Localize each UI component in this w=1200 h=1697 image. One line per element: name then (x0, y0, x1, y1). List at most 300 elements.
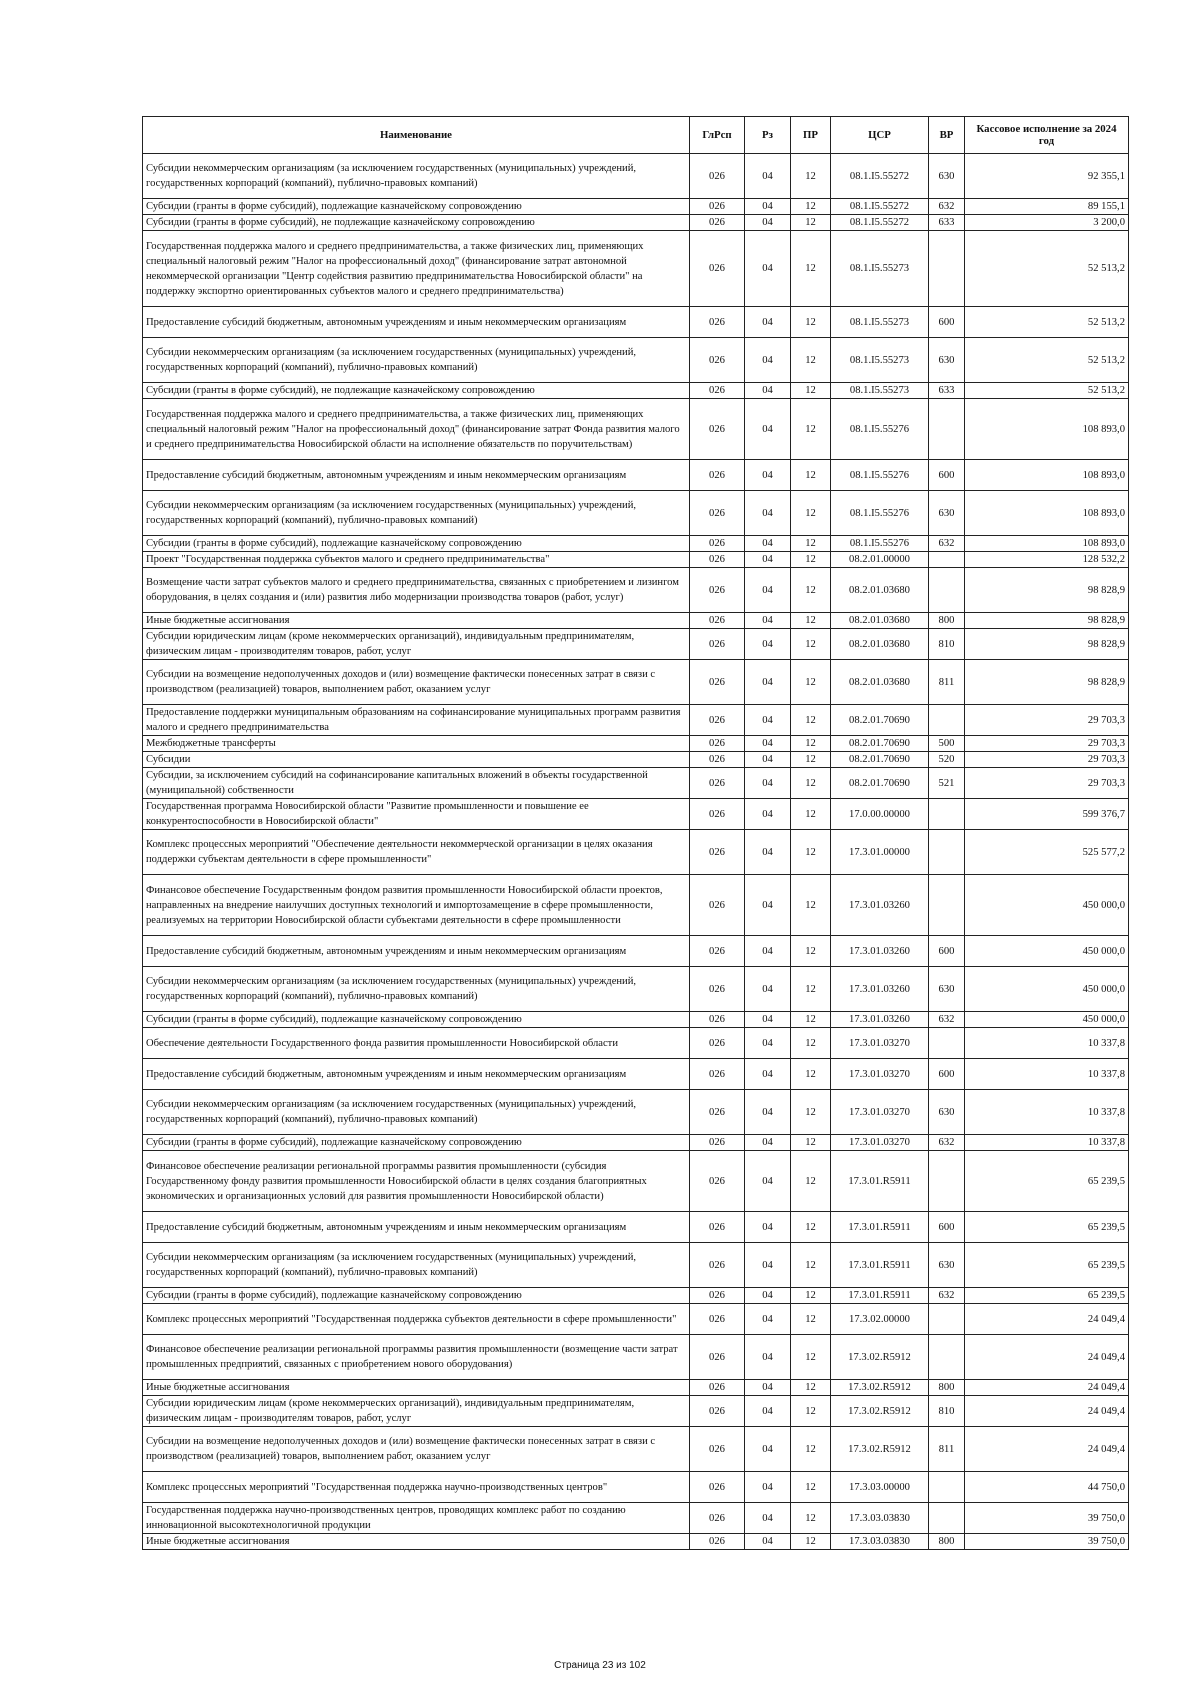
row-csr-cell: 17.0.00.00000 (831, 799, 929, 830)
budget-table (142, 116, 1129, 1550)
row-csr-cell: 17.3.03.03830 (831, 1534, 929, 1550)
row-glrsp-cell: 026 (690, 1534, 745, 1550)
row-glrsp-cell: 026 (690, 338, 745, 383)
row-name-cell: Субсидии (143, 752, 690, 768)
row-rz-cell: 04 (745, 1534, 791, 1550)
row-pr-cell: 12 (791, 1243, 831, 1288)
row-vr-cell (929, 1503, 965, 1534)
table-row (143, 660, 1129, 705)
table-row (143, 1304, 1129, 1335)
table-row (143, 705, 1129, 736)
row-vr-cell: 632 (929, 1135, 965, 1151)
table-row (143, 1503, 1129, 1534)
row-vr-cell (929, 1151, 965, 1212)
row-vr-cell (929, 1028, 965, 1059)
row-name-cell: Комплекс процессных мероприятий "Государственная поддержка субъектов деятельности в сфере промышленности" (143, 1304, 690, 1335)
row-glrsp-cell: 026 (690, 231, 745, 307)
row-name-cell: Проект "Государственная поддержка субъектов малого и среднего предпринимательства" (143, 552, 690, 568)
row-csr-cell: 08.1.I5.55272 (831, 199, 929, 215)
row-vr-cell: 500 (929, 736, 965, 752)
row-glrsp-cell: 026 (690, 1396, 745, 1427)
row-vr-cell (929, 799, 965, 830)
row-glrsp-cell: 026 (690, 1288, 745, 1304)
row-csr-cell: 17.3.01.03260 (831, 875, 929, 936)
row-rz-cell: 04 (745, 1028, 791, 1059)
row-glrsp-cell: 026 (690, 1028, 745, 1059)
row-amount-cell: 29 703,3 (965, 736, 1129, 752)
table-row (143, 752, 1129, 768)
row-amount-cell: 92 355,1 (965, 154, 1129, 199)
row-name-cell: Возмещение части затрат субъектов малого и среднего предпринимательства, связанных с приобретением и лизингом оборудования, в целях создания и (или) развития либо модернизации производства товаров (работ, услуг) (143, 568, 690, 613)
row-name-cell: Комплекс процессных мероприятий "Обеспечение деятельности некоммерческой организации в целях оказания поддержки субъектам деятельности в сфере промышленности" (143, 830, 690, 875)
row-name-cell: Финансовое обеспечение Государственным фондом развития промышленности Новосибирской области проектов, направленных на внедрение наилучших доступных технологий и импортозамещение в сфере промышленности, реализуемых на территории Новосибирской области субъектами деятельности в сфере промышленности (143, 875, 690, 936)
row-name-cell: Субсидии на возмещение недополученных доходов и (или) возмещение фактически понесенных затрат в связи с производством (реализацией) товаров, выполнением работ, оказанием услуг (143, 660, 690, 705)
row-glrsp-cell: 026 (690, 215, 745, 231)
row-name-cell: Иные бюджетные ассигнования (143, 1380, 690, 1396)
row-glrsp-cell: 026 (690, 552, 745, 568)
row-pr-cell: 12 (791, 1534, 831, 1550)
row-pr-cell: 12 (791, 1090, 831, 1135)
row-glrsp-cell: 026 (690, 491, 745, 536)
row-amount-cell: 24 049,4 (965, 1304, 1129, 1335)
row-rz-cell: 04 (745, 338, 791, 383)
row-rz-cell: 04 (745, 1503, 791, 1534)
row-pr-cell: 12 (791, 1135, 831, 1151)
row-name-cell: Государственная программа Новосибирской области "Развитие промышленности и повышение ее конкурентоспособности в Новосибирской области" (143, 799, 690, 830)
row-rz-cell: 04 (745, 736, 791, 752)
row-amount-cell: 24 049,4 (965, 1335, 1129, 1380)
row-amount-cell: 599 376,7 (965, 799, 1129, 830)
row-glrsp-cell: 026 (690, 154, 745, 199)
row-amount-cell: 98 828,9 (965, 613, 1129, 629)
row-rz-cell: 04 (745, 491, 791, 536)
table-row (143, 215, 1129, 231)
row-csr-cell: 17.3.01.R5911 (831, 1243, 929, 1288)
row-amount-cell: 65 239,5 (965, 1243, 1129, 1288)
row-vr-cell: 630 (929, 1243, 965, 1288)
row-amount-cell: 10 337,8 (965, 1135, 1129, 1151)
table-row (143, 736, 1129, 752)
row-csr-cell: 08.2.01.03680 (831, 660, 929, 705)
row-csr-cell: 17.3.01.R5911 (831, 1151, 929, 1212)
row-vr-cell: 632 (929, 1288, 965, 1304)
row-rz-cell: 04 (745, 460, 791, 491)
row-amount-cell: 108 893,0 (965, 460, 1129, 491)
table-row (143, 399, 1129, 460)
row-rz-cell: 04 (745, 1059, 791, 1090)
table-row (143, 568, 1129, 613)
row-glrsp-cell: 026 (690, 1012, 745, 1028)
row-glrsp-cell: 026 (690, 830, 745, 875)
row-vr-cell: 810 (929, 629, 965, 660)
row-pr-cell: 12 (791, 830, 831, 875)
row-amount-cell: 52 513,2 (965, 383, 1129, 399)
row-vr-cell: 811 (929, 660, 965, 705)
row-vr-cell: 800 (929, 1380, 965, 1396)
row-amount-cell: 98 828,9 (965, 660, 1129, 705)
row-rz-cell: 04 (745, 383, 791, 399)
row-name-cell: Субсидии на возмещение недополученных доходов и (или) возмещение фактически понесенных затрат в связи с производством (реализацией) товаров, выполнением работ, оказанием услуг (143, 1427, 690, 1472)
table-header-row (143, 117, 1129, 154)
table-row (143, 231, 1129, 307)
row-csr-cell: 08.2.01.03680 (831, 613, 929, 629)
row-glrsp-cell: 026 (690, 768, 745, 799)
table-body (143, 154, 1129, 1550)
row-csr-cell: 08.2.01.70690 (831, 736, 929, 752)
table-row (143, 1380, 1129, 1396)
row-csr-cell: 08.1.I5.55276 (831, 491, 929, 536)
row-pr-cell: 12 (791, 660, 831, 705)
row-name-cell: Субсидии некоммерческим организациям (за исключением государственных (муниципальных) учреждений, государственных корпораций (компаний), публично-правовых компаний) (143, 1243, 690, 1288)
row-glrsp-cell: 026 (690, 936, 745, 967)
row-amount-cell: 10 337,8 (965, 1028, 1129, 1059)
table-row (143, 338, 1129, 383)
row-csr-cell: 17.3.01.03260 (831, 936, 929, 967)
row-glrsp-cell: 026 (690, 1335, 745, 1380)
row-rz-cell: 04 (745, 399, 791, 460)
row-rz-cell: 04 (745, 936, 791, 967)
row-vr-cell: 800 (929, 613, 965, 629)
row-glrsp-cell: 026 (690, 460, 745, 491)
row-glrsp-cell: 026 (690, 1304, 745, 1335)
row-glrsp-cell: 026 (690, 1503, 745, 1534)
row-glrsp-cell: 026 (690, 1151, 745, 1212)
row-csr-cell: 08.2.01.70690 (831, 705, 929, 736)
row-vr-cell: 520 (929, 752, 965, 768)
row-pr-cell: 12 (791, 491, 831, 536)
row-pr-cell: 12 (791, 1059, 831, 1090)
row-name-cell: Финансовое обеспечение реализации региональной программы развития промышленности (возмещение части затрат промышленных предприятий, связанных с приобретением нового оборудования) (143, 1335, 690, 1380)
row-rz-cell: 04 (745, 1396, 791, 1427)
row-glrsp-cell: 026 (690, 199, 745, 215)
row-amount-cell: 29 703,3 (965, 768, 1129, 799)
table-row (143, 799, 1129, 830)
row-rz-cell: 04 (745, 1243, 791, 1288)
row-pr-cell: 12 (791, 799, 831, 830)
table-row (143, 768, 1129, 799)
table-row (143, 967, 1129, 1012)
row-pr-cell: 12 (791, 536, 831, 552)
row-glrsp-cell: 026 (690, 967, 745, 1012)
row-rz-cell: 04 (745, 1151, 791, 1212)
row-amount-cell: 52 513,2 (965, 231, 1129, 307)
row-glrsp-cell: 026 (690, 1472, 745, 1503)
row-vr-cell: 600 (929, 936, 965, 967)
row-name-cell: Субсидии, за исключением субсидий на софинансирование капитальных вложений в объекты государственной (муниципальной) собственности (143, 768, 690, 799)
row-vr-cell: 633 (929, 215, 965, 231)
row-pr-cell: 12 (791, 1335, 831, 1380)
row-vr-cell: 630 (929, 1090, 965, 1135)
table-row (143, 1090, 1129, 1135)
row-csr-cell: 08.2.01.70690 (831, 768, 929, 799)
row-glrsp-cell: 026 (690, 307, 745, 338)
row-csr-cell: 08.1.I5.55273 (831, 231, 929, 307)
row-glrsp-cell: 026 (690, 383, 745, 399)
row-csr-cell: 17.3.01.03270 (831, 1090, 929, 1135)
row-rz-cell: 04 (745, 967, 791, 1012)
row-csr-cell: 08.2.01.70690 (831, 752, 929, 768)
row-glrsp-cell: 026 (690, 1380, 745, 1396)
row-amount-cell: 24 049,4 (965, 1380, 1129, 1396)
row-glrsp-cell: 026 (690, 1243, 745, 1288)
row-name-cell: Предоставление субсидий бюджетным, автономным учреждениям и иным некоммерческим организациям (143, 936, 690, 967)
row-name-cell: Субсидии некоммерческим организациям (за исключением государственных (муниципальных) учреждений, государственных корпораций (компаний), публично-правовых компаний) (143, 967, 690, 1012)
row-pr-cell: 12 (791, 1151, 831, 1212)
row-pr-cell: 12 (791, 552, 831, 568)
row-rz-cell: 04 (745, 1380, 791, 1396)
table-row (143, 1396, 1129, 1427)
row-csr-cell: 08.1.I5.55272 (831, 154, 929, 199)
row-csr-cell: 08.1.I5.55276 (831, 399, 929, 460)
row-name-cell: Субсидии (гранты в форме субсидий), не подлежащие казначейскому сопровождению (143, 215, 690, 231)
table-row (143, 1059, 1129, 1090)
row-pr-cell: 12 (791, 768, 831, 799)
row-vr-cell: 632 (929, 199, 965, 215)
table-row (143, 613, 1129, 629)
row-vr-cell (929, 1304, 965, 1335)
row-rz-cell: 04 (745, 799, 791, 830)
row-glrsp-cell: 026 (690, 399, 745, 460)
table-row (143, 1427, 1129, 1472)
row-glrsp-cell: 026 (690, 1212, 745, 1243)
row-name-cell: Субсидии (гранты в форме субсидий), подлежащие казначейскому сопровождению (143, 1135, 690, 1151)
row-vr-cell: 600 (929, 1212, 965, 1243)
table-row (143, 199, 1129, 215)
row-rz-cell: 04 (745, 629, 791, 660)
row-csr-cell: 17.3.02.R5912 (831, 1335, 929, 1380)
row-vr-cell: 521 (929, 768, 965, 799)
row-pr-cell: 12 (791, 1503, 831, 1534)
row-csr-cell: 08.2.01.03680 (831, 629, 929, 660)
header-glrsp: ГлРсп (690, 117, 745, 154)
row-amount-cell: 65 239,5 (965, 1288, 1129, 1304)
table-row (143, 383, 1129, 399)
row-pr-cell: 12 (791, 154, 831, 199)
row-pr-cell: 12 (791, 1380, 831, 1396)
row-name-cell: Субсидии некоммерческим организациям (за исключением государственных (муниципальных) учреждений, государственных корпораций (компаний), публично-правовых компаний) (143, 1090, 690, 1135)
table-row (143, 1212, 1129, 1243)
row-vr-cell: 633 (929, 383, 965, 399)
row-rz-cell: 04 (745, 154, 791, 199)
row-csr-cell: 17.3.01.03270 (831, 1059, 929, 1090)
row-csr-cell: 17.3.01.03270 (831, 1028, 929, 1059)
row-name-cell: Комплекс процессных мероприятий "Государственная поддержка научно-производственных центров" (143, 1472, 690, 1503)
row-vr-cell: 632 (929, 536, 965, 552)
row-csr-cell: 08.1.I5.55276 (831, 536, 929, 552)
header-amount: Кассовое исполнение за 2024 год (965, 117, 1129, 154)
row-pr-cell: 12 (791, 875, 831, 936)
row-rz-cell: 04 (745, 705, 791, 736)
row-name-cell: Субсидии некоммерческим организациям (за исключением государственных (муниципальных) учреждений, государственных корпораций (компаний), публично-правовых компаний) (143, 491, 690, 536)
row-vr-cell: 630 (929, 338, 965, 383)
table-row (143, 1534, 1129, 1550)
row-vr-cell: 800 (929, 1534, 965, 1550)
row-rz-cell: 04 (745, 1335, 791, 1380)
row-vr-cell: 811 (929, 1427, 965, 1472)
row-pr-cell: 12 (791, 936, 831, 967)
row-pr-cell: 12 (791, 1427, 831, 1472)
row-pr-cell: 12 (791, 613, 831, 629)
row-vr-cell: 630 (929, 491, 965, 536)
row-csr-cell: 17.3.01.R5911 (831, 1212, 929, 1243)
row-amount-cell: 450 000,0 (965, 875, 1129, 936)
table-row (143, 1335, 1129, 1380)
header-rz: Рз (745, 117, 791, 154)
table-row (143, 1151, 1129, 1212)
row-amount-cell: 29 703,3 (965, 752, 1129, 768)
row-name-cell: Иные бюджетные ассигнования (143, 613, 690, 629)
row-rz-cell: 04 (745, 1304, 791, 1335)
table-row (143, 307, 1129, 338)
row-name-cell: Предоставление субсидий бюджетным, автономным учреждениям и иным некоммерческим организациям (143, 460, 690, 491)
row-csr-cell: 17.3.03.03830 (831, 1503, 929, 1534)
row-glrsp-cell: 026 (690, 1059, 745, 1090)
table-row (143, 936, 1129, 967)
row-rz-cell: 04 (745, 1135, 791, 1151)
row-pr-cell: 12 (791, 215, 831, 231)
row-pr-cell: 12 (791, 399, 831, 460)
row-csr-cell: 17.3.02.R5912 (831, 1396, 929, 1427)
row-vr-cell (929, 830, 965, 875)
row-pr-cell: 12 (791, 1012, 831, 1028)
row-vr-cell (929, 705, 965, 736)
row-name-cell: Предоставление субсидий бюджетным, автономным учреждениям и иным некоммерческим организациям (143, 1059, 690, 1090)
row-vr-cell: 630 (929, 154, 965, 199)
budget-table-sheet (142, 116, 1128, 1550)
row-csr-cell: 08.1.I5.55273 (831, 307, 929, 338)
row-name-cell: Обеспечение деятельности Государственного фонда развития промышленности Новосибирской области (143, 1028, 690, 1059)
row-name-cell: Субсидии (гранты в форме субсидий), подлежащие казначейскому сопровождению (143, 199, 690, 215)
row-pr-cell: 12 (791, 1212, 831, 1243)
row-csr-cell: 17.3.02.R5912 (831, 1427, 929, 1472)
row-amount-cell: 44 750,0 (965, 1472, 1129, 1503)
row-pr-cell: 12 (791, 1304, 831, 1335)
table-row (143, 1243, 1129, 1288)
row-name-cell: Предоставление субсидий бюджетным, автономным учреждениям и иным некоммерческим организациям (143, 1212, 690, 1243)
row-pr-cell: 12 (791, 383, 831, 399)
row-amount-cell: 450 000,0 (965, 1012, 1129, 1028)
row-name-cell: Субсидии (гранты в форме субсидий), подлежащие казначейскому сопровождению (143, 1288, 690, 1304)
row-csr-cell: 17.3.01.00000 (831, 830, 929, 875)
row-glrsp-cell: 026 (690, 752, 745, 768)
row-vr-cell: 630 (929, 967, 965, 1012)
row-glrsp-cell: 026 (690, 660, 745, 705)
row-vr-cell (929, 231, 965, 307)
row-pr-cell: 12 (791, 460, 831, 491)
row-amount-cell: 29 703,3 (965, 705, 1129, 736)
row-amount-cell: 52 513,2 (965, 338, 1129, 383)
row-name-cell: Субсидии юридическим лицам (кроме некоммерческих организаций), индивидуальным предпринимателям, физическим лицам - производителям товаров, работ, услуг (143, 1396, 690, 1427)
table-row (143, 1028, 1129, 1059)
row-amount-cell: 108 893,0 (965, 536, 1129, 552)
row-rz-cell: 04 (745, 660, 791, 705)
row-amount-cell: 108 893,0 (965, 399, 1129, 460)
row-amount-cell: 65 239,5 (965, 1151, 1129, 1212)
row-amount-cell: 65 239,5 (965, 1212, 1129, 1243)
row-name-cell: Финансовое обеспечение реализации региональной программы развития промышленности (субсидия Государственному фонду развития промышленности Новосибирской области в целях создания благоприятных экономических и организационных условий для развития промышленности Новосибирской области) (143, 1151, 690, 1212)
row-name-cell: Предоставление субсидий бюджетным, автономным учреждениям и иным некоммерческим организациям (143, 307, 690, 338)
row-name-cell: Субсидии некоммерческим организациям (за исключением государственных (муниципальных) учреждений, государственных корпораций (компаний), публично-правовых компаний) (143, 338, 690, 383)
row-glrsp-cell: 026 (690, 536, 745, 552)
row-csr-cell: 17.3.03.00000 (831, 1472, 929, 1503)
row-rz-cell: 04 (745, 1288, 791, 1304)
row-vr-cell (929, 568, 965, 613)
row-pr-cell: 12 (791, 199, 831, 215)
table-row (143, 1012, 1129, 1028)
table-row (143, 1135, 1129, 1151)
row-rz-cell: 04 (745, 1090, 791, 1135)
table-row (143, 491, 1129, 536)
row-rz-cell: 04 (745, 199, 791, 215)
header-name: Наименование (143, 117, 690, 154)
row-vr-cell (929, 399, 965, 460)
table-row (143, 875, 1129, 936)
row-vr-cell: 632 (929, 1012, 965, 1028)
row-vr-cell (929, 1472, 965, 1503)
row-csr-cell: 08.2.01.00000 (831, 552, 929, 568)
row-csr-cell: 17.3.01.03270 (831, 1135, 929, 1151)
row-amount-cell: 52 513,2 (965, 307, 1129, 338)
table-row (143, 1472, 1129, 1503)
table-row (143, 1288, 1129, 1304)
row-csr-cell: 17.3.01.03260 (831, 1012, 929, 1028)
row-vr-cell: 600 (929, 307, 965, 338)
row-rz-cell: 04 (745, 307, 791, 338)
row-rz-cell: 04 (745, 752, 791, 768)
row-rz-cell: 04 (745, 613, 791, 629)
row-csr-cell: 08.1.I5.55273 (831, 383, 929, 399)
row-csr-cell: 08.1.I5.55273 (831, 338, 929, 383)
header-pr: ПР (791, 117, 831, 154)
row-rz-cell: 04 (745, 1472, 791, 1503)
table-row (143, 154, 1129, 199)
row-glrsp-cell: 026 (690, 629, 745, 660)
row-rz-cell: 04 (745, 1212, 791, 1243)
row-pr-cell: 12 (791, 338, 831, 383)
row-csr-cell: 17.3.01.03260 (831, 967, 929, 1012)
row-vr-cell: 600 (929, 1059, 965, 1090)
row-glrsp-cell: 026 (690, 736, 745, 752)
table-row (143, 830, 1129, 875)
row-amount-cell: 24 049,4 (965, 1427, 1129, 1472)
row-name-cell: Государственная поддержка малого и среднего предпринимательства, а также физических лиц, применяющих специальный налоговый режим "Налог на профессиональный доход" (финансирование затрат Фонда развития малого и среднего предпринимательства Новосибирской области на исполнение обязательств по поручительствам) (143, 399, 690, 460)
row-pr-cell: 12 (791, 1288, 831, 1304)
row-rz-cell: 04 (745, 1427, 791, 1472)
row-amount-cell: 24 049,4 (965, 1396, 1129, 1427)
row-vr-cell: 810 (929, 1396, 965, 1427)
row-amount-cell: 3 200,0 (965, 215, 1129, 231)
row-name-cell: Субсидии (гранты в форме субсидий), подлежащие казначейскому сопровождению (143, 536, 690, 552)
row-csr-cell: 08.1.I5.55272 (831, 215, 929, 231)
row-glrsp-cell: 026 (690, 1090, 745, 1135)
row-csr-cell: 08.1.I5.55276 (831, 460, 929, 491)
row-glrsp-cell: 026 (690, 799, 745, 830)
page-number: Страница 23 из 102 (554, 1660, 646, 1671)
row-glrsp-cell: 026 (690, 875, 745, 936)
row-name-cell: Государственная поддержка научно-производственных центров, проводящих комплекс работ по созданию инновационной высокотехнологичной продукции (143, 1503, 690, 1534)
row-csr-cell: 17.3.02.R5912 (831, 1380, 929, 1396)
row-rz-cell: 04 (745, 830, 791, 875)
row-amount-cell: 128 532,2 (965, 552, 1129, 568)
row-rz-cell: 04 (745, 768, 791, 799)
row-csr-cell: 17.3.01.R5911 (831, 1288, 929, 1304)
row-name-cell: Субсидии юридическим лицам (кроме некоммерческих организаций), индивидуальным предпринимателям, физическим лицам - производителям товаров, работ, услуг (143, 629, 690, 660)
row-pr-cell: 12 (791, 752, 831, 768)
row-csr-cell: 08.2.01.03680 (831, 568, 929, 613)
row-vr-cell (929, 1335, 965, 1380)
table-row (143, 629, 1129, 660)
row-csr-cell: 17.3.02.00000 (831, 1304, 929, 1335)
